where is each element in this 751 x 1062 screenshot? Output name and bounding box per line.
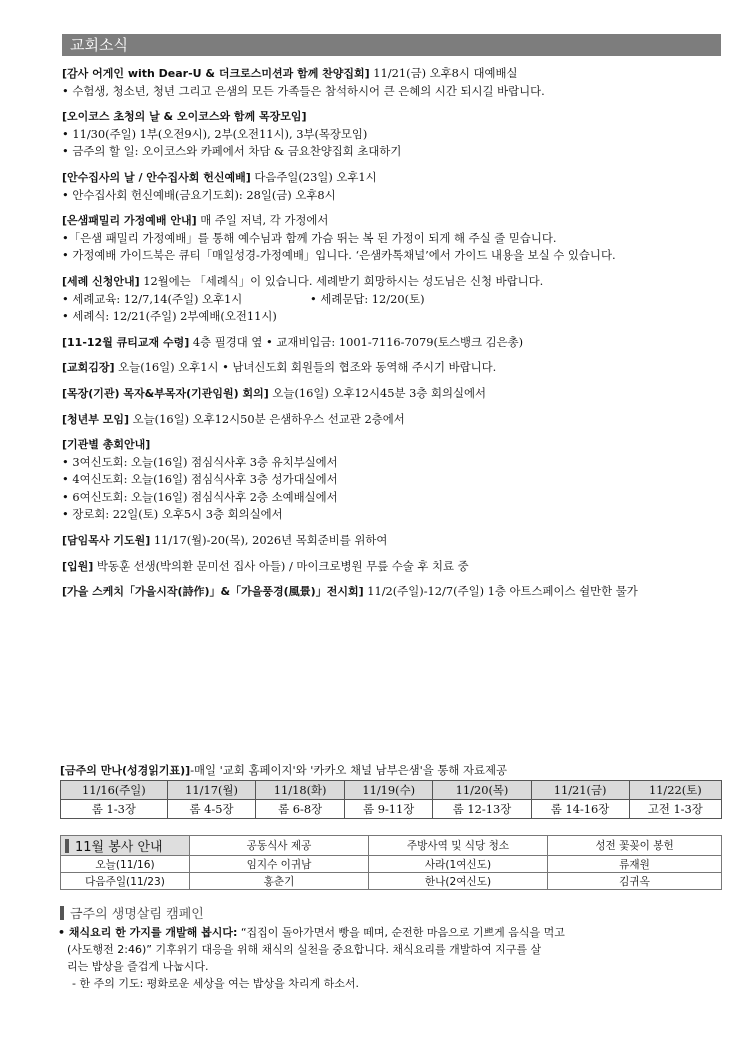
bible-reading-table (60, 780, 722, 819)
service-table (60, 835, 722, 890)
notice-heading: [담임목사 기도원] (62, 534, 151, 548)
notice-line (62, 83, 732, 101)
notice-heading: [가을 스케치「가을시작(詩作)」&「가을풍경(風景)」전시회] (62, 585, 364, 599)
notice-text: • 11/30(주일) 1부(오전9시), 2부(오전11시), 3부(목장모임) (62, 126, 368, 141)
service-column-header: 성전 꽃꽂이 봉헌 (548, 836, 722, 856)
campaign-title-row (58, 906, 730, 924)
notice-assembly (62, 436, 732, 524)
campaign-text: “집집이 돌아가면서 빵을 떼며, 순전한 마음으로 기쁘게 음식을 먹고 (237, 926, 565, 939)
service-title-cell (61, 836, 190, 856)
notice-family (62, 212, 732, 265)
notice-line (62, 506, 732, 524)
notice-text: • 수험생, 청소년, 청년 그리고 은샘의 모든 가족들은 참석하시어 큰 은혜의 시간 되시길 바랍니다. (62, 83, 545, 98)
reading-passage: 롬 12-13장 (433, 800, 531, 819)
notice-line (62, 273, 732, 291)
notice-line (62, 558, 732, 576)
section-bar-icon (60, 906, 64, 920)
notice-heading: [청년부 모임] (62, 412, 130, 426)
notice-heading: [세례 신청안내] (62, 274, 140, 288)
service-column-header: 공동식사 제공 (190, 836, 369, 856)
notice-line (62, 143, 732, 161)
notice-oikos (62, 108, 732, 161)
notice-text: • 3여신도회: 오늘(16일) 점심식사후 3층 유치부실에서 (62, 454, 338, 469)
section-header: 교회소식 (62, 34, 721, 56)
reading-passage: 고전 1-3장 (629, 800, 721, 819)
notice-text: •「은샘 패밀리 가정예배」를 통해 예수님과 함께 가슴 뛰는 복 된 가정이 되게 해 주실 줄 믿습니다. (62, 230, 557, 245)
notice-text: 박동훈 선생(박의환 문미선 집사 아들) / 마이크로병원 무릎 수술 후 치료 중 (93, 558, 469, 573)
reading-passage: 롬 4-5장 (167, 800, 256, 819)
notice-text: • 안수집사회 헌신예배(금요기도회): 28일(금) 오후8시 (62, 187, 336, 202)
reading-day: 11/22(토) (629, 781, 721, 800)
notice-line (62, 308, 732, 326)
notice-deacon (62, 169, 732, 204)
notice-line (62, 65, 732, 83)
notice-text: 오늘(16일) 오후1시 • 남녀신도회 회원들의 협조와 동역해 주시기 바랍니다. (114, 360, 497, 375)
bible-reading-title-text: -매일 '교회 홈페이지'와 '카카오 채널 남부은샘'을 통해 자료제공 (190, 763, 508, 777)
reading-day: 11/18(화) (256, 781, 345, 800)
notice-line (62, 187, 732, 205)
campaign-line: (사도행전 2:46)” 기후위기 대응을 위해 채식의 실천을 중요합니다. 채식요리를 개발하여 지구를 살 (67, 943, 542, 956)
notice-heading: [교회김장] (62, 361, 115, 375)
notice-qt (62, 334, 732, 352)
notice-text: • 세례교육: 12/7,14(주일) 오후1시 (62, 291, 243, 306)
service-cell: 임지수 이귀남 (190, 856, 369, 873)
notice-line (62, 230, 732, 248)
service-cell: 홍춘기 (190, 873, 369, 890)
notice-text: 4층 필경대 옆 • 교재비입금: 1001-7116-7079(토스뱅크 김은총) (189, 334, 524, 349)
notice-list (62, 65, 732, 609)
reading-day: 11/20(목) (433, 781, 531, 800)
notice-text: 매 주일 저녁, 각 가정에서 (196, 213, 329, 228)
notice-heading: [오이코스 초청의 날 & 오이코스와 함께 목장모임] (62, 110, 307, 124)
service-cell: 한나(2여신도) (369, 873, 548, 890)
notice-line (62, 489, 732, 507)
notice-pastors (62, 385, 732, 403)
notice-text: • 세례식: 12/21(주일) 2부예배(오전11시) (62, 309, 277, 324)
notice-line (62, 334, 732, 352)
notice-line (62, 169, 732, 187)
bible-reading-title-bold: [금주의 만나(성경읽기표)] (60, 764, 191, 777)
notice-text: 12월에는 「세례식」이 있습니다. 세례받기 희망하시는 성도님은 신청 바랍니다. (139, 273, 544, 288)
campaign-title: 금주의 생명살림 캠페인 (70, 907, 204, 922)
notice-prayer (62, 532, 732, 550)
notice-youth (62, 411, 732, 429)
campaign-line: 리는 밥상을 즐겁게 나눕시다. (67, 960, 209, 973)
service-row-label: 오늘(11/16) (61, 856, 190, 873)
notice-line (62, 454, 732, 472)
reading-day: 11/17(월) (167, 781, 256, 800)
notice-text: 11/21(금) 오후8시 대예배실 (369, 66, 518, 80)
notice-baptism (62, 273, 732, 326)
notice-hospital (62, 558, 732, 576)
reading-passage: 롬 6-8장 (256, 800, 345, 819)
notice-text: • 세례문답: 12/20(토) (310, 291, 425, 306)
notice-heading: [기관별 총회안내] (62, 438, 151, 452)
notice-line (62, 359, 732, 377)
service-header-row (61, 836, 722, 856)
notice-heading: [입원] (62, 559, 94, 573)
notice-line (62, 411, 732, 429)
reading-days-row (61, 781, 722, 800)
campaign-section (58, 906, 730, 992)
notice-text: 오늘(16일) 오후12시45분 3층 회의실에서 (268, 385, 486, 400)
notice-text: • 장로회: 22일(토) 오후5시 3층 회의실에서 (62, 507, 283, 522)
reading-passage: 롬 9-11장 (344, 800, 433, 819)
bible-reading-title (60, 762, 722, 779)
notice-line (62, 291, 732, 309)
notice-line (62, 471, 732, 489)
reading-passages-row (61, 800, 722, 819)
notice-text: 다음주일(23일) 오후1시 (250, 169, 377, 184)
campaign-bold: • 채식요리 한 가지를 개발해 봅시다: (58, 926, 238, 939)
service-column-header: 주방사역 및 식당 청소 (369, 836, 548, 856)
service-title: 11월 봉사 안내 (75, 840, 163, 855)
reading-day: 11/19(수) (344, 781, 433, 800)
service-row-label: 다음주일(11/23) (61, 873, 190, 890)
notice-line (62, 108, 732, 126)
notice-heading: [11-12월 큐티교재 수령] (62, 335, 190, 349)
notice-text: 11/2(주일)-12/7(주일) 1층 아트스페이스 쉴만한 물가 (363, 584, 638, 599)
reading-day: 11/16(주일) (61, 781, 168, 800)
campaign-prayer: - 한 주의 기도: 평화로운 세상을 여는 밥상을 차리게 하소서. (72, 977, 360, 990)
service-row (61, 873, 722, 890)
notice-text: • 가정예배 가이드북은 큐티「매일성경-가정예배」입니다. ‘은샘카톡채널’에서 가이드 내용을 보실 수 있습니다. (62, 248, 616, 263)
notice-text: • 6여신도회: 오늘(16일) 점심식사후 2층 소예배실에서 (62, 489, 338, 504)
service-cell: 사라(1여신도) (369, 856, 548, 873)
service-cell: 류재원 (548, 856, 722, 873)
campaign-line (58, 924, 730, 941)
notice-text: 11/17(월)-20(목), 2026년 목회준비를 위하여 (150, 533, 388, 548)
service-row (61, 856, 722, 873)
notice-text: • 금주의 할 일: 오이코스와 카페에서 차담 & 금요찬양집회 초대하기 (62, 144, 402, 159)
notice-line (62, 385, 732, 403)
notice-praise (62, 65, 732, 100)
notice-line (62, 247, 732, 265)
service-cell: 김귀옥 (548, 873, 722, 890)
notice-line (62, 212, 732, 230)
section-bar-icon (65, 839, 69, 853)
service-section (60, 835, 722, 890)
notice-line (62, 583, 732, 601)
reading-passage: 롬 1-3장 (61, 800, 168, 819)
notice-heading: [감사 어게인 with Dear-U & 더크로스미션과 함께 찬양집회] (62, 67, 370, 80)
notice-line (62, 532, 732, 550)
notice-text: 오늘(16일) 오후12시50분 은샘하우스 선교관 2층에서 (129, 411, 405, 426)
notice-exhibit (62, 583, 732, 601)
notice-line (62, 436, 732, 454)
notice-heading: [목장(기관) 목자&부목자(기관임원) 회의] (62, 386, 269, 400)
reading-day: 11/21(금) (531, 781, 629, 800)
notice-cleaning (62, 359, 732, 377)
notice-heading: [은샘패밀리 가정예배 안내] (62, 214, 197, 228)
notice-heading: [안수집사의 날 / 안수집사회 헌신예배] (62, 170, 251, 184)
bible-reading-section (60, 762, 722, 819)
notice-text: • 4여신도회: 오늘(16일) 점심식사후 3층 성가대실에서 (62, 472, 338, 487)
reading-passage: 롬 14-16장 (531, 800, 629, 819)
notice-line (62, 126, 732, 144)
